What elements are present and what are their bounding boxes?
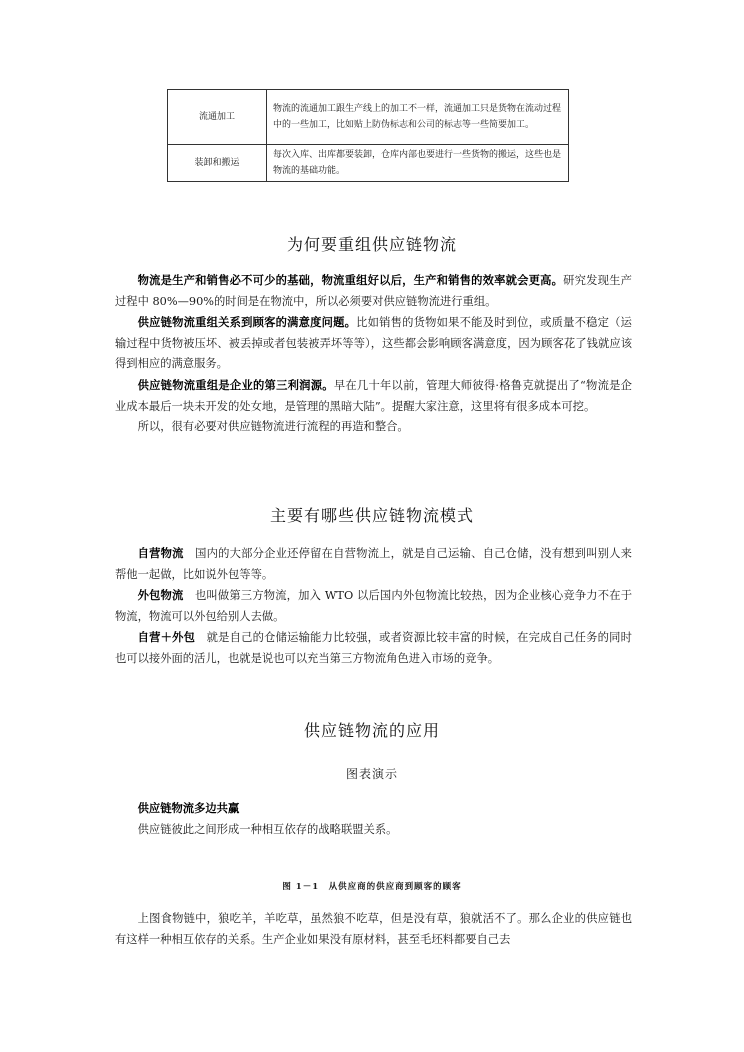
bold-lead: 外包物流 (137, 588, 184, 603)
paragraph (115, 820, 632, 841)
section-title: 主要有哪些供应链物流模式 (269, 506, 474, 525)
table-key-cell: 装卸和搬运 (168, 145, 267, 182)
paragraph-text: 上图食物链中，狼吃羊，羊吃草，虽然狼不吃草，但是没有草，狼就活不了。那么企业的供应链也有这样一种相互依存的关系。生产企业如果没有原材料，甚至毛坯料都要自己去 (115, 912, 632, 946)
bold-heading: 供应链物流多边共赢 (137, 801, 240, 815)
section-title: 为何要重组供应链物流 (286, 235, 457, 254)
paragraph-text: 早在几十年以前，管理大师彼得·格鲁克就提出了“物流是企业成本最后一块未开发的处女地，是管理的黑暗大陆”。提醒大家注意，这里将有很多成本可挖。 (115, 378, 632, 413)
bold-lead: 自营物流 (137, 546, 184, 560)
table-row (168, 145, 569, 182)
section-body (115, 909, 632, 950)
bold-lead: 供应链物流重组是企业的第三利润源。 (137, 377, 334, 392)
section-title: 供应链物流的应用 (303, 721, 440, 740)
table-value-cell: 物流的流通加工跟生产线上的加工不一样，流通加工只是货物在流动过程中的一些加工，比如贴上防伪标志和公司的标志等一些简要加工。 (267, 90, 569, 145)
section-body (115, 543, 632, 670)
paragraph-text: 供应链彼此之间形成一种相互依存的战略联盟关系。 (137, 822, 398, 836)
paragraph-text: 也叫做第三方物流，加入 WTO 以后国内外包物流比较热，因为企业核心竞争力不在于物流，物流可以外包给别人去做。 (115, 589, 632, 623)
paragraph-text: 比如销售的货物如果不能及时到位，或质量不稳定（运输过程中货物被压坏、被丢掉或者包装被弄坏等等），这些都会影响顾客满意度，因为顾客花了钱就应该得到相应的满意服务。 (115, 316, 632, 371)
bold-lead: 供应链物流重组关系到顾客的满意度问题。 (137, 315, 357, 330)
paragraph-text: 所以，很有必要对供应链物流进行流程的再造和整合。 (137, 420, 409, 434)
section-body (115, 798, 632, 840)
bold-lead: 自营＋外包 (137, 630, 196, 645)
paragraph (115, 909, 632, 950)
paragraph-text: 国内的大部分企业还停留在自营物流上，就是自己运输、自己仓储，没有想到叫别人来帮他一起做，比如说外包等等。 (115, 547, 632, 581)
logistics-function-table (167, 89, 569, 182)
table-value-cell: 每次入库、出库都要装卸，仓库内部也要进行一些货物的搬运，这些也是物流的基础功能。 (267, 145, 569, 182)
paragraph-text: 就是自己的仓储运输能力比较强，或者资源比较丰富的时候，在完成自己任务的同时也可以接外面的活儿，也就是说也可以充当第三方物流角色进入市场的竞争。 (115, 631, 632, 665)
paragraph (115, 417, 632, 438)
figure-subtitle: 图表演示 (345, 767, 398, 781)
paragraph (115, 627, 632, 669)
figure-caption: 图 1－1 从供应商的供应商到顾客的顾客 (282, 882, 462, 892)
paragraph (115, 270, 632, 312)
paragraph (115, 543, 632, 585)
table-row (168, 90, 569, 145)
paragraph (115, 798, 632, 820)
section-body (115, 270, 632, 438)
table-key-cell: 流通加工 (168, 90, 267, 145)
paragraph (115, 585, 632, 627)
paragraph (115, 375, 632, 417)
paragraph-text: 研究发现生产过程中 80%—90%的时间是在物流中，所以必须要对供应链物流进行重组。 (115, 274, 632, 308)
paragraph (115, 312, 632, 375)
bold-lead: 物流是生产和销售必不可少的基础，物流重组好以后，生产和销售的效率就会更高。 (137, 273, 564, 287)
